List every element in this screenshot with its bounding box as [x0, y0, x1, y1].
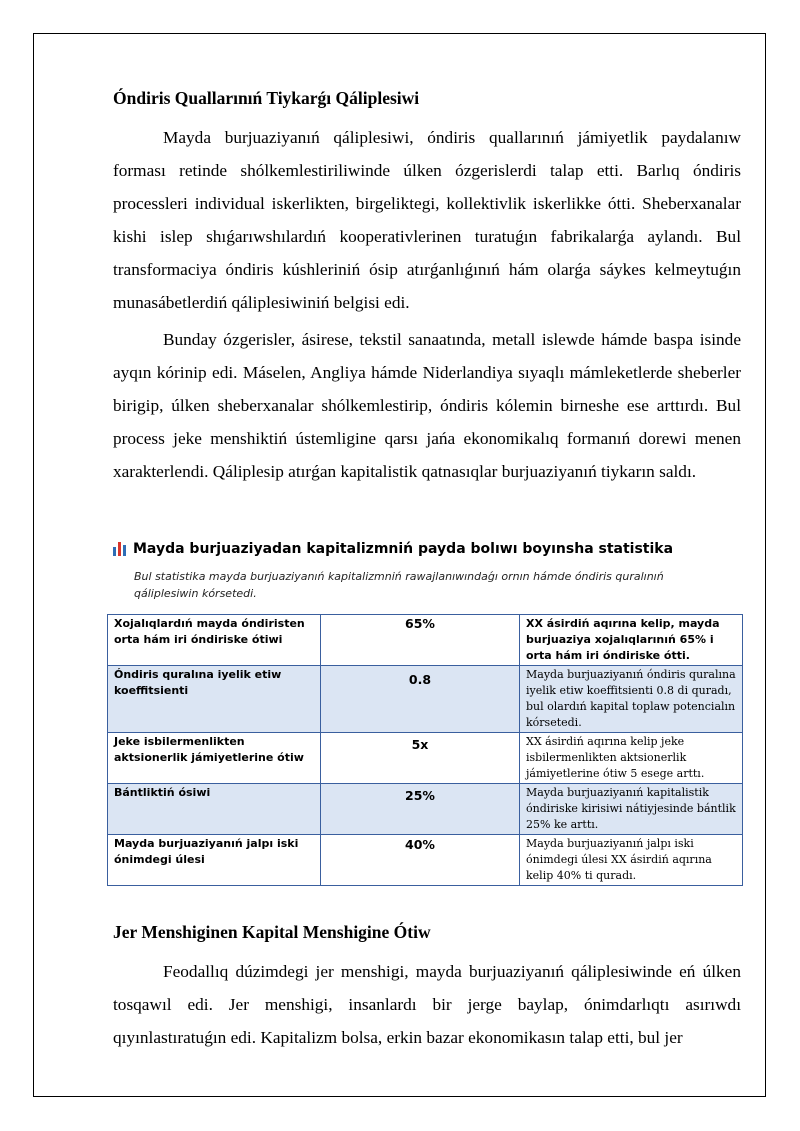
statistics-description: Bul statistika mayda burjuaziyanıń kapitalizmniń rawajlanıwındaǵı ornın hámde óndiris quralınıń qáliplesiwin kórsetedi. — [134, 570, 664, 600]
row-note: Mayda burjuaziyanıń jalpı iski ónimdegi úlesi XX ásirdiń aqırına kelip 40% ti quradı. — [520, 835, 743, 886]
row-label: Jeke isbilermenlikten aktsionerlik jámiyetlerine ótiw — [108, 733, 321, 784]
row-label: Óndiris quralına iyelik etiw koeffitsienti — [108, 666, 321, 733]
table-row — [108, 784, 743, 835]
row-note: XX ásirdiń aqırına kelip, mayda burjuaziya xojalıqlarınıń 65% i orta hám iri óndiriske ótti. — [520, 615, 743, 666]
row-note: Mayda burjuaziyanıń kapitalistik óndiriske kirisiwi nátiyjesinde bántlik 25% ke arttı. — [520, 784, 743, 835]
table-row — [108, 666, 743, 733]
table-row — [108, 835, 743, 886]
row-note: Mayda burjuaziyanıń óndiris quralına iyelik etiw koeffitsienti 0.8 di quradı, bul olardıń kapital toplaw potencialın kórsetedi. — [520, 666, 743, 733]
section-heading-land-to-capital: Jer Menshiginen Kapital Menshigine Ótiw — [113, 922, 431, 942]
row-label: Mayda burjuaziyanıń jalpı iski ónimdegi úlesi — [108, 835, 321, 886]
section-heading-production-tools: Óndiris Quallarınıń Tiykarǵı Qáliplesiwi — [113, 88, 420, 108]
row-value: 5x — [321, 733, 520, 784]
table-row — [108, 615, 743, 666]
row-value: 40% — [321, 835, 520, 886]
paragraph: Feodallıq dúzimdegi jer menshigi, mayda burjuaziyanıń qáliplesiwinde eń úlken tosqawıl edi. Jer menshigi, insanlardı bir jerge baylap, ónimdarlıqtı asırıwdı qıyınlastıratuǵın edi. Kapitalizm bolsa, erkin bazar ekonomikasın talap etti, bul jer — [113, 962, 741, 1047]
row-value: 65% — [321, 615, 520, 666]
statistics-title — [113, 541, 673, 557]
paragraph: Mayda burjuaziyanıń qáliplesiwi, óndiris quallarınıń jámiyetlik paydalanıw forması retinde shólkemlestiriliwinde úlken ózgerislerdi talap etti. Barlıq óndiris processleri individual iskerlikten, birgeliktegi, kollektivlik iskerlikke ótti. Sheberxanalar kishi islep shıǵarıwshılardıń kooperativlerinen turatuǵın fabrikalarǵa aylandı. Bul transformaciya óndiris kúshleriniń ósip atırǵanlıǵınıń hám olarǵa sáykes kelmeytuǵın munasábetlerdiń qáliplesiwiniń belgisi edi. — [113, 128, 741, 312]
row-value: 25% — [321, 784, 520, 835]
row-label: Bántliktiń ósiwi — [108, 784, 321, 835]
paragraph: Bunday ózgerisler, ásirese, tekstil sanaatında, metall islewde hámde baspa isinde ayqın kórinip edi. Máselen, Angliya hámde Niderlandiya sıyaqlı mámleketlerde sheberler birigip, úlken sheberxanalar shólkemlestirip, óndiris kólemin birneshe ese arttırdı. Bul process jeke menshiktiń ústemligine qarsı jańa ekonomikalıq formanıń dorewi menen xarakterlendi. Qáliplesip atırǵan kapitalistik qatnasıqlar burjuaziyanıń tiykarın saldı. — [113, 330, 741, 481]
statistics-title-text: Mayda burjuaziyadan kapitalizmniń payda bolıwı boyınsha statistika — [133, 541, 674, 557]
bar-chart-icon — [113, 542, 126, 556]
row-note: XX ásirdiń aqırına kelip jeke isbilermenlikten aktsionerlik jámiyetlerine ótiw 5 esege arttı. — [520, 733, 743, 784]
statistics-table — [107, 614, 743, 886]
table-row — [108, 733, 743, 784]
row-value: 0.8 — [321, 666, 520, 733]
row-label: Xojalıqlardıń mayda óndiristen orta hám iri óndiriske ótiwi — [108, 615, 321, 666]
